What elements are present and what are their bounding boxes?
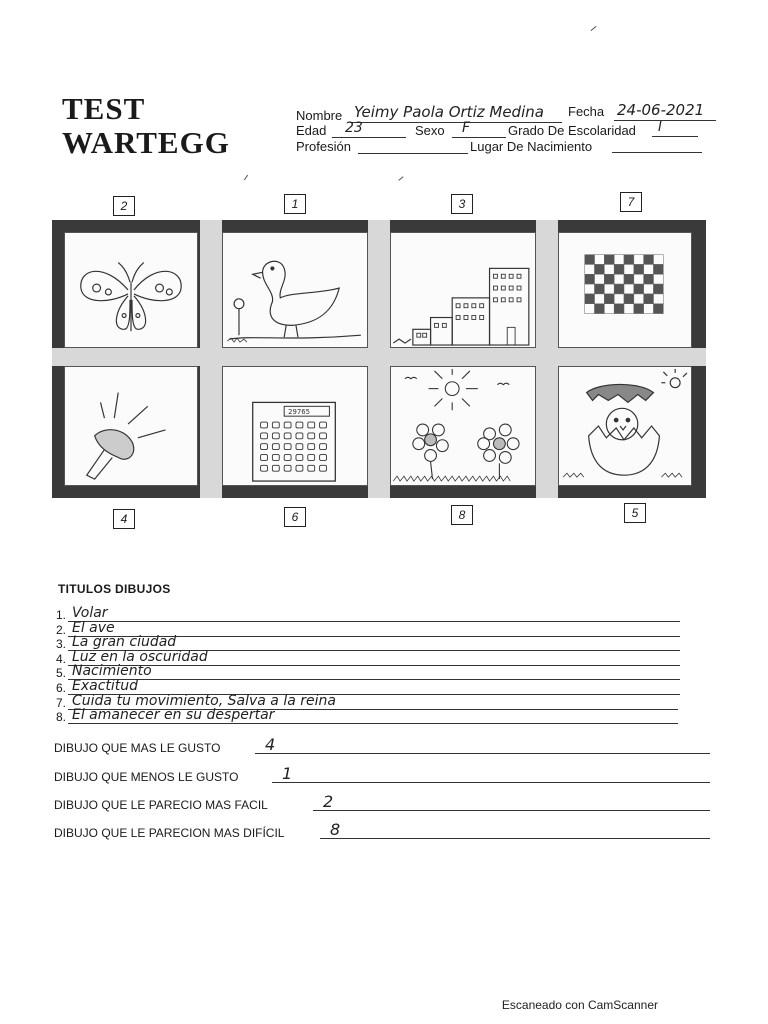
wartegg-grid <box>52 220 706 498</box>
calculator-key <box>284 433 291 439</box>
question-answer[interactable]: 8 <box>330 820 341 839</box>
checker-square <box>595 284 605 294</box>
calculator-key <box>261 465 268 471</box>
checker-square <box>604 284 614 294</box>
titulo-number: 4. <box>56 651 67 666</box>
titulo-text[interactable]: Volar <box>72 605 108 621</box>
order-box-top-1[interactable]: 2 <box>113 196 135 216</box>
question-label: DIBUJO QUE LE PARECION MAS DIFÍCIL <box>54 826 285 840</box>
flowers-sun-drawing <box>391 367 535 485</box>
order-box-bottom-3[interactable]: 8 <box>451 505 473 525</box>
checker-square <box>585 255 595 265</box>
checker-square <box>634 264 644 274</box>
calculator-key <box>272 444 279 450</box>
calculator-key <box>284 422 291 428</box>
checker-square <box>604 274 614 284</box>
calculator-key <box>272 422 279 428</box>
calculator-key <box>320 444 327 450</box>
calculator-key <box>261 433 268 439</box>
fecha-underline <box>614 120 716 121</box>
checker-square <box>614 264 624 274</box>
calculator-key <box>284 455 291 461</box>
sexo-label: Sexo <box>415 123 445 138</box>
checker-square <box>585 294 595 304</box>
checker-square <box>604 264 614 274</box>
order-box-bottom-1[interactable]: 4 <box>113 509 135 529</box>
titulo-number: 6. <box>56 681 67 695</box>
titulo-text[interactable]: La gran ciudad <box>72 634 177 651</box>
titulo-number: 1. <box>56 608 67 622</box>
calculator-display: 29765 <box>288 408 310 417</box>
question-answer[interactable]: 1 <box>282 764 293 783</box>
checker-square <box>604 255 614 265</box>
order-box-bottom-4[interactable]: 5 <box>624 503 646 523</box>
checker-square <box>654 294 664 304</box>
drawing-cell-flashlight[interactable] <box>64 366 198 486</box>
titulo-underline <box>68 723 678 724</box>
grado-underline <box>652 136 698 137</box>
checker-square <box>654 255 664 265</box>
calculator-key <box>320 433 327 439</box>
grado-value[interactable]: I <box>658 120 662 135</box>
calculator-key <box>296 433 303 439</box>
checker-square <box>644 264 654 274</box>
titulo-text[interactable]: El amanecer en su despertar <box>72 707 275 724</box>
checker-square <box>634 304 644 314</box>
calculator-key <box>296 444 303 450</box>
calculator-key <box>308 433 315 439</box>
scanner-footer: Escaneado con CamScanner <box>501 998 658 1012</box>
checker-square <box>604 304 614 314</box>
checker-square <box>595 255 605 265</box>
edad-value[interactable]: 23 <box>345 120 363 136</box>
titulo-text[interactable]: Cuida tu movimiento, Salva a la reina <box>72 692 336 709</box>
calculator-key <box>272 455 279 461</box>
city-drawing <box>391 233 535 347</box>
drawing-cell-duck[interactable] <box>222 232 368 348</box>
checker-square <box>624 304 634 314</box>
question-answer[interactable]: 4 <box>265 735 276 754</box>
checker-square <box>614 274 624 284</box>
titulo-underline <box>68 665 680 666</box>
checker-square <box>654 264 664 274</box>
checker-square <box>644 274 654 284</box>
titulo-text[interactable]: El ave <box>72 619 115 636</box>
lugar-label: Lugar De Nacimiento <box>470 139 593 154</box>
checkerboard-drawing <box>559 233 691 347</box>
calculator-key <box>320 422 327 428</box>
calculator-key <box>320 465 327 471</box>
checker-square <box>644 255 654 265</box>
checker-square <box>595 304 605 314</box>
question-label: DIBUJO QUE LE PARECIO MAS FACIL <box>54 798 268 812</box>
checker-square <box>634 294 644 304</box>
checker-square <box>595 264 605 274</box>
flashlight-drawing <box>65 367 197 485</box>
calculator-key <box>272 433 279 439</box>
titulo-number: 8. <box>56 710 67 725</box>
sexo-underline <box>452 137 506 138</box>
checker-square <box>614 304 624 314</box>
titulo-number: 5. <box>56 666 67 681</box>
drawing-cell-city[interactable] <box>390 232 536 348</box>
checker-square <box>654 304 664 314</box>
checker-square <box>644 284 654 294</box>
calculator-drawing <box>223 367 367 485</box>
order-box-top-2[interactable]: 1 <box>284 194 306 214</box>
checker-square <box>624 284 634 294</box>
drawing-cell-calculator[interactable] <box>222 366 368 486</box>
fecha-label: Fecha <box>568 104 605 119</box>
question-label: DIBUJO QUE MENOS LE GUSTO <box>54 770 239 784</box>
pencil-mark <box>590 26 596 31</box>
checker-square <box>585 304 595 314</box>
question-underline <box>313 810 710 811</box>
checker-square <box>624 294 634 304</box>
checker-square <box>614 294 624 304</box>
checker-square <box>624 264 634 274</box>
titulo-number: 3. <box>56 637 67 652</box>
order-box-bottom-2[interactable]: 6 <box>284 507 306 527</box>
titulos-header: TITULOS DIBUJOS <box>58 582 171 596</box>
test-title-line2: WARTEGG <box>62 125 230 160</box>
calculator-key <box>296 455 303 461</box>
edad-label: Edad <box>296 123 327 138</box>
nombre-label: Nombre <box>296 108 343 123</box>
pencil-mark <box>398 176 403 181</box>
checker-square <box>585 274 595 284</box>
checker-square <box>654 274 664 284</box>
drawing-cell-butterfly[interactable] <box>64 232 198 348</box>
chick-egg-drawing <box>559 367 691 485</box>
checker-square <box>634 284 644 294</box>
calculator-key <box>296 465 303 471</box>
calculator-key <box>308 422 315 428</box>
calculator-key <box>284 444 291 450</box>
drawing-cell-flowers-sun[interactable] <box>390 366 536 486</box>
calculator-key <box>261 455 268 461</box>
question-label: DIBUJO QUE MAS LE GUSTO <box>54 741 221 755</box>
checker-square <box>624 274 634 284</box>
checker-square <box>644 304 654 314</box>
titulo-number: 7. <box>56 695 67 710</box>
fecha-value[interactable]: 24-06-2021 <box>617 101 705 119</box>
duck-drawing <box>223 233 367 347</box>
drawing-cell-checkerboard[interactable] <box>558 232 692 348</box>
calculator-key <box>308 465 315 471</box>
titulo-underline <box>68 621 680 622</box>
lugar-underline <box>612 152 702 153</box>
checker-square <box>595 274 605 284</box>
checker-square <box>614 255 624 265</box>
checker-square <box>644 294 654 304</box>
grado-label: Grado De Escolaridad <box>508 123 636 138</box>
test-title-line1: TEST <box>62 91 146 126</box>
titulo-text[interactable]: Exactitud <box>72 678 139 694</box>
pencil-mark <box>244 175 248 180</box>
profesion-underline <box>358 153 468 154</box>
question-underline <box>272 782 710 783</box>
checker-square <box>614 284 624 294</box>
question-answer[interactable]: 2 <box>323 792 334 811</box>
checker-square <box>634 255 644 265</box>
checker-square <box>634 274 644 284</box>
calculator-key <box>296 422 303 428</box>
checker-square <box>654 284 664 294</box>
calculator-key <box>261 422 268 428</box>
calculator-key <box>284 465 291 471</box>
butterfly-drawing <box>65 233 197 347</box>
calculator-key <box>308 455 315 461</box>
checker-square <box>604 294 614 304</box>
sexo-value[interactable]: F <box>462 120 471 136</box>
order-box-top-3[interactable]: 3 <box>451 194 473 214</box>
calculator-key <box>261 444 268 450</box>
checker-square <box>585 264 595 274</box>
titulo-underline <box>68 679 680 680</box>
drawing-cell-chick-egg[interactable] <box>558 366 692 486</box>
checker-square <box>585 284 595 294</box>
titulo-text[interactable]: Luz en la oscuridad <box>72 648 208 665</box>
checker-square <box>624 255 634 265</box>
calculator-key <box>320 455 327 461</box>
nombre-value[interactable]: Yeimy Paola Ortiz Medina <box>354 103 544 121</box>
calculator-key <box>272 465 279 471</box>
question-underline <box>320 838 710 839</box>
calculator-key <box>308 444 315 450</box>
order-box-top-4[interactable]: 7 <box>620 192 642 212</box>
edad-underline <box>332 137 406 138</box>
titulo-number: 2. <box>56 622 67 637</box>
question-underline <box>255 753 710 754</box>
profesion-label: Profesión <box>296 139 351 154</box>
titulo-text[interactable]: Nacimiento <box>72 663 152 680</box>
checker-square <box>595 294 605 304</box>
